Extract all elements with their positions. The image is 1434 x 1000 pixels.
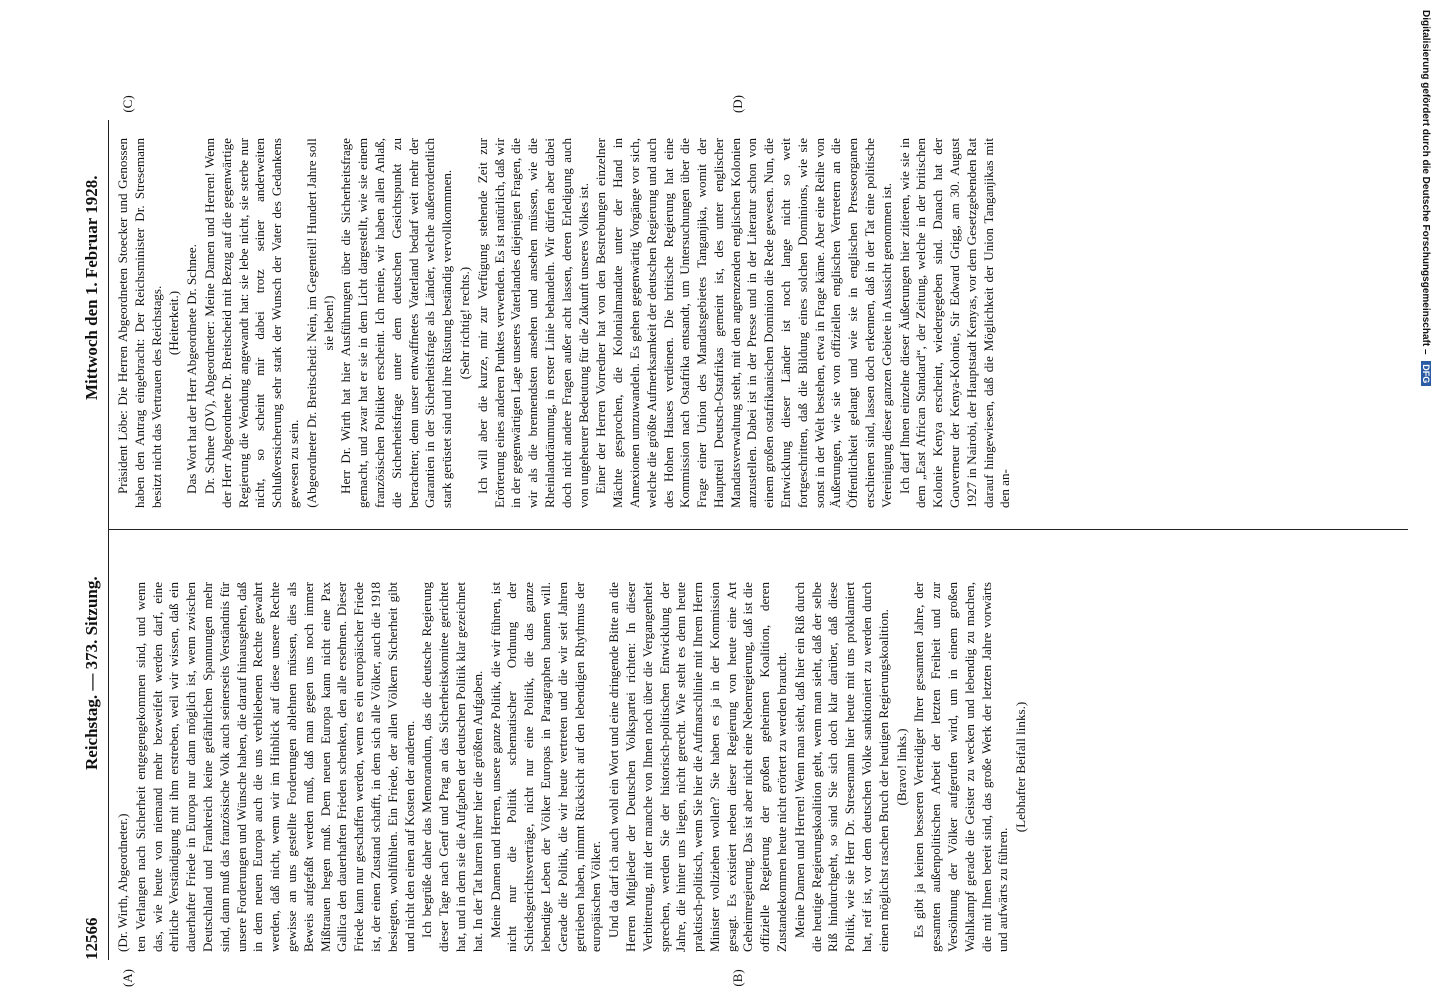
paragraph: Ich will aber die kurze, mir zur Verfügung stehende Zeit zur Erörterung eines anderen Punktes verwenden. Es ist natürlich, daß wir in der gegenwärtigen Lage unseres Vaterlandes diejenigen Fragen, die wir als die brennendsten ansehen und ansehen müssen, wie die Rheinlandräumung, in erster Linie behandeln. Wir dürfen aber dabei doch nicht andere Fragen außer acht lassen, deren Erledigung auch von ungeheurer Bedeutung für die Zukunft unseres Volkes ist. [474,138,591,508]
paragraph: Meine Damen und Herren, unsere ganze Politik, die wir führen, ist nicht nur die Politik schematischer Ordnung der Schiedsgerichtsverträge, nicht nur eine Politik, die das ganze lebendige Leben der Völker Europas in Paragraphen bannen will. Gerade die Politik, die wir heute vertreten und die wir seit Jahren getrieben haben, nimmt Rücksicht auf den lebendigen Rhythmus der europäischen Völker. [487,582,604,952]
page-number: 12566 [82,917,101,960]
interjection: (Lebhafter Beifall links.) [1013,701,1029,833]
digitization-note [1417,10,1431,990]
paragraph: Und da darf ich auch wohl ein Wort und eine dringende Bitte an die Herren Mitglieder der Deutschen Volkspartei richten: In dieser Verbitterung, mit der manche von Ihnen noch über die Vergangenheit sprechen, werden Sie der historisch-politischen Entwicklung der Jahre, die hinter uns liegen, nicht gerecht. Wie steht es denn heute praktisch-politisch, wenn Sie hier die Aufmarschlinie mit Ihrem Herrn Minister vollziehen wollen? Sie haben es ja in der Kommission gesagt. Es existiert neben dieser Regierung von heute eine Art Geheimregierung. Das ist aber nicht eine Nebenregierung, daß ist die offizielle Regierung der großen geheimen Koalition, deren Zustandekommen heute nicht erörtert zu werden braucht. [606,582,790,952]
speaker-note: (Dr. Wirth, Abgeordneter.) [115,813,130,952]
margin-letter-b: (B) [730,969,745,987]
document-page [40,94,1420,988]
paragraph: Einer der Herren Vorredner hat von den Bestrebungen einzelner Mächte gesprochen, die Kolonialmandate unter der Hand in Annexionen umzuwandeln. Es gehen gegenwärtig Vorgänge vor sich, welche die größte Aufmerksamkeit der deutschen Regierung und auch des Hohen Hauses verdienen. Die britische Regierung hat eine Kommission nach Ostafrika entsandt, um Untersuchungen über die Frage einer Union des Mandatsgebietes Tanganjika, womit der Hauptteil Deutsch-Ostafrikas gemeint ist, des unter englischer Mandatsverwaltung steht, mit den angrenzenden englischen Kolonien anzustellen. Dabei ist in der Presse und in der Literatur schon von einem großen ostafrikanischen Dominion die Rede gewesen. Nun, die Entwicklung dieser Länder ist noch lange nicht so weit fortgeschritten, daß die Bildung eines solchen Dominions, wie sie sonst in der Welt bestehen, etwa in Frage käme. Aber eine Reihe von Äußerungen, wie sie von offiziellen englischen Vertretern an die Öffentlichkeit gelangt und wie sie in englischen Presseorganen erschienen sind, lassen doch erkennen, daß in der Tat eine politische Vereinigung dieser ganzen Gebiete in Aussicht genommen ist. [593,138,894,508]
header-date: Mittwoch den 1. Februar 1928. [82,175,101,400]
margin-letter-c: (C) [120,95,135,113]
running-head [82,120,108,960]
paragraph: Ich darf Ihnen einzelne dieser Äußerungen hier zitieren, wie sie in dem „East African Standard“, der Zeitung, welche in der britischen Kolonie Kenya erscheint, wiedergegeben sind. Danach hat der Gouverneur der Kenya-Kolonie, Sir Edward Grigg, am 30. August 1927 in Nairobi, der Hauptstadt Kenyas, vor dem Gesetzgebenden Rat darauf hingewiesen, daß die Möglichkeit der Union Tanganjikas mit den an- [896,138,1013,508]
dfg-logo: DFG [1421,361,1431,386]
digitization-text: Digitalisierung gefördert durch die Deutsche Forschungsgemeinschaft – [1420,10,1431,355]
paragraph: Das Wort hat der Herr Abgeordnete Dr. Schnee. [184,244,200,494]
margin-letter-d: (D) [730,94,745,114]
right-column [115,138,1015,508]
paragraph: Dr. Schnee (DV), Abgeordneter: Meine Damen und Herren! Wenn der Herr Abgeordnete Dr. Breitscheid mit Bezug auf die gegenwärtige Regierung die Wendung angewandt hat: sie lebe nicht, sie sterbe nur nicht, so scheint mir dabei trotz seiner anderweiten Schlußversicherung sehr stark der Wunsch der Vater des Gedankens gewesen zu sein. [201,138,301,508]
paragraph: ten Verlangen nach Sicherheit entgegengekommen sind, und wenn das, wie heute von niemand mehr bezweifelt werden darf, eine ehrliche Verständigung mit ihm erstreben, weil wir wissen, daß ein dauerhafter Friede in Europa nur dann möglich ist, wenn zwischen Deutschland und Frankreich keine gefährlichen Spannungen mehr sind, dann muß das französische Volk auch seinerseits Verständnis für unsere Forderungen und Wünsche haben, die darauf hinausgehen, daß in dem neuen Europa auch die uns verbliebenen Rechte gewahrt werden, daß nicht, wenn wir im Hinblick auf diese unsere Rechte gewisse an uns gestellte Forderungen ablehnen müssen, dies als Beweis aufgefaßt werden muß, daß man gegen uns noch immer Mißtrauen hegen muß. Dem neuen Europa kann nicht eine Pax Gallica den dauerhaften Frieden schenken, den alle ersehnen. Dieser Friede kann nur geschaffen werden, wenn es ein europäischer Friede ist, der einen Zustand schafft, in dem sich alle Völker, auch die 1918 besiegten, wohlfühlen. Ein Friede, der allen Völkern Sicherheit gibt und nicht den einen auf Kosten der anderen. [132,582,417,952]
column-divider [108,529,1408,530]
interjection: (Bravo! links.) [893,728,909,806]
paragraph: Herr Dr. Wirth hat hier Ausführungen über die Sicherheitsfrage gemacht, und zwar hat er sie in dem Licht dargestellt, wie sie einem französischen Politiker erscheint. Ich meine, wir haben allen Anlaß, die Sicherheitsfrage unter dem deutschen Gesichtspunkt zu betrachten; denn unser entwaffnetes Vaterland bedarf weit mehr der Garantien in der Sicherheitsfrage als Länder, welche außerordentlich stark gerüstet sind und ihre Rüstung beständig vervollkommnen. [338,138,455,508]
interjection: (Sehr richtig! rechts.) [456,266,472,380]
interjection: (Abgeordneter Dr. Breitscheid: Nein, im Gegenteil! Hundert Jahre soll sie leben!) [303,138,336,508]
header-rule [108,120,109,960]
paragraph: Es gibt ja keinen besseren Verteidiger Ihrer gesamten Jahre, der gesamten außenpolitischen Arbeit der letzten Freiheit und zur Versöhnung der Völker aufgerufen wird, um in einem großen Wahlkampf gerade die Geister zu wecken und lebendig zu machen, die mit Ihnen bereit sind, das große Werk der letzten Jahre vorwärts und aufwärts zu führen. [911,582,1011,952]
header-center: Reichstag. — 373. Sitzung. [82,576,101,770]
margin-letter-a: (A) [120,968,135,988]
left-column [115,582,1031,952]
paragraph: Ich begrüße daher das Memorandum, das die deutsche Regierung dieser Tage nach Genf und Prag an das Sicherheitskomitee gerichtet hat, und in dem sie die Aufgaben der deutschen Politik klar gezeichnet hat. In der Tat harren ihrer hier die größten Aufgaben. [419,582,485,952]
interjection: (Heiterkeit.) [166,290,182,356]
paragraph: Meine Damen und Herren! Wenn man sieht, daß hier ein Riß durch die heutige Regierungskoalition geht, wenn man sieht, daß der selbe Riß hindurchgeht, so sind Sie sich doch klar darüber, daß diese Politik, wie sie Herr Dr. Stresemann hier heute mit uns proklamiert hat, reif ist, vor dem deutschen Volke sanktioniert zu werden durch einen möglichst raschen Bruch der heutigen Regierungskoalition. [791,582,891,952]
paragraph: Präsident Löbe: Die Herren Abgeordneten Stoecker und Genossen haben den Antrag eingebracht: Der Reichsminister Dr. Stresemann besitzt nicht das Vertrauen des Reichstags. [115,138,164,508]
